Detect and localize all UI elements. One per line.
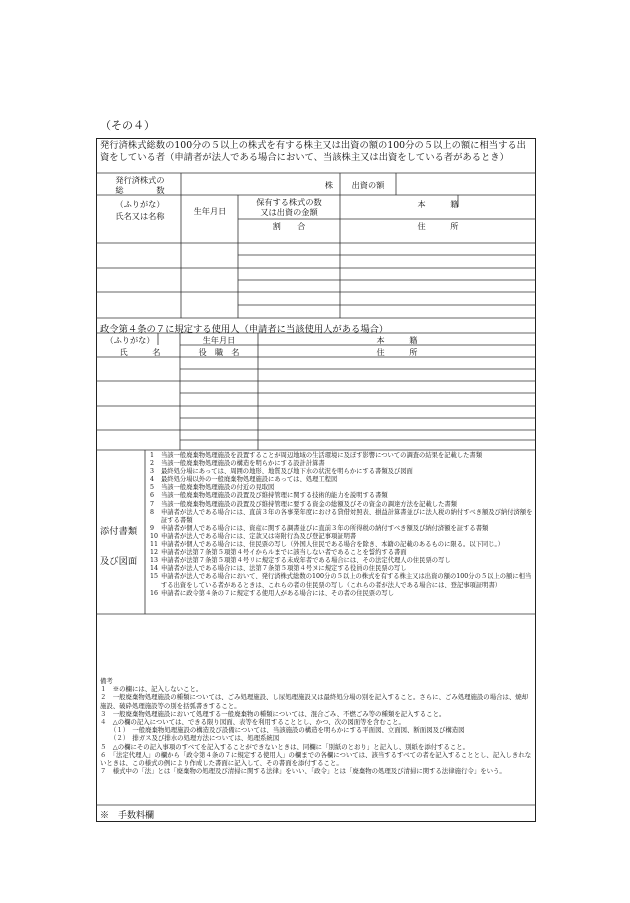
- emp-col-domicile: 本 籍: [376, 335, 418, 345]
- attachment-number: 8: [150, 508, 155, 516]
- total-shares-label-line2: 総 数: [115, 185, 165, 195]
- attachments-label-line1: 添付書類: [100, 526, 138, 537]
- attachment-item: [150, 590, 534, 598]
- attachment-number: 12: [150, 549, 159, 557]
- attachment-text: 当該一般廃棄物処理施設の設置及び維持管理に要する資金の総額及びその資金の調達方法を記載した書類: [161, 500, 457, 508]
- attachment-text: 申請者に政令第４条の７に規定する使用人がある場合には、その者の住民票の写し: [161, 589, 394, 597]
- emp-col-title: 役 職 名: [198, 347, 240, 357]
- attachments-label-line2: 及び図面: [100, 556, 138, 567]
- attachment-number: 13: [150, 557, 159, 565]
- attachment-item: [150, 509, 534, 525]
- fee-label: ※ 手数料欄: [100, 811, 155, 821]
- note-item: ５ △の欄にその記入事項のすべてを記入することができないときは、同欄に「別紙のとおり」と記入し、別紙を添付すること。: [100, 742, 470, 751]
- note-item: （１） 一般廃棄物処理施設の構造及び設備については、当該施設の構造を明らかにする平面図、立面図、断面図及び構造図: [110, 726, 465, 735]
- attachment-number: 11: [150, 541, 159, 549]
- note-item: ２ 一般廃棄物処理施設の種類については、ごみ処理施設、し尿処理施設又は最終処分場の別を記入すること。さらに、ごみ処理施設の場合は、焼却施設、破砕処理施設等の別を括弧書きすること。: [100, 693, 529, 710]
- attachment-text: 申請者が法人である場合には、定款又は寄附行為及び登記事項証明書: [161, 532, 357, 540]
- attachment-text: 当該一般廃棄物処理施設の設置及び維持管理に関する技術的能力を説明する書類: [161, 492, 388, 500]
- attachment-number: 6: [150, 492, 155, 500]
- shareholder-section-heading: 発行済株式総数の100分の５以上の株式を有する株主又は出資の額の100分の５以上の額に相当する出資をしている者（申請者が法人である場合において、当該株主又は出資をしている者があるとき）: [100, 140, 526, 163]
- attachment-number: 9: [150, 524, 155, 532]
- col-furigana: （ふりがな）: [115, 199, 165, 209]
- attachment-number: 1: [150, 452, 155, 459]
- shares-unit: 株: [324, 180, 334, 190]
- emp-col-birth: 生年月日: [202, 335, 236, 345]
- attachment-item: [150, 492, 534, 500]
- attachment-text: 申請者が個人である場合には、資産に関する調書並びに直前３年の所得税の納付すべき額及び納付済額を証する書類: [161, 524, 489, 532]
- attachment-number: 5: [150, 484, 155, 492]
- attachment-number: 4: [150, 476, 155, 484]
- total-shares-label-line1: 発行済株式の: [115, 175, 165, 185]
- note-item: １ ※の欄には、記入しないこと。: [100, 685, 203, 694]
- capital-label: 出資の額: [351, 180, 385, 190]
- employee-section-heading: 政令第４条の７に規定する使用人（申請者に当該使用人がある場合）: [100, 324, 389, 335]
- attachment-text: 当該一般廃棄物処理施設を設置することが周辺地域の生活環境に及ぼす影響についての調査の結果を記載した書類: [161, 452, 483, 459]
- attachments-list: [150, 452, 534, 598]
- attachment-item: [150, 541, 534, 549]
- attachment-item: [150, 501, 534, 509]
- emp-col-name: 氏 名: [119, 347, 161, 357]
- attachment-item: [150, 573, 534, 589]
- attachment-text: 当該一般廃棄物処理施設の構造を明らかにする設計計算書: [161, 460, 325, 468]
- notes-list: [100, 685, 532, 775]
- emp-col-furigana: （ふりがな）: [105, 335, 155, 345]
- attachment-number: 16: [150, 589, 159, 597]
- attachment-item: [150, 460, 534, 468]
- attachment-item: [150, 533, 534, 541]
- note-item: ４ △の欄の記入については、できる限り図面、表等を利用することとし、かつ、次の図面等を含むこと。: [100, 718, 405, 727]
- attachment-text: 当該一般廃棄物処理施設の付近の見取図: [161, 484, 275, 492]
- attachment-text: 申請者が法人である場合において、発行済株式総数の100分の５以上の株式を有する株主又は出資の額の100分の５以上の額に相当する出資をしている者があるときは、これらの者の住民票の写し（これらの者が法人である場合には、登記事項証明書）: [161, 573, 532, 589]
- col-name: 氏名又は名称: [115, 211, 165, 221]
- col-birth: 生年月日: [193, 206, 227, 216]
- capital-value[interactable]: [398, 177, 534, 191]
- note-item: （２） 排ガス及び排水の処理方法については、処理系統図: [110, 734, 280, 743]
- col-shares-line1: 保有する株式の数: [256, 197, 322, 207]
- attachment-number: 10: [150, 532, 159, 540]
- col-ratio: 割 合: [272, 221, 306, 231]
- note-item: ３ 一般廃棄物処理施設において処理する一般廃棄物の種類については、混合ごみ、不燃ごみ等の種類を記入すること。: [100, 709, 446, 718]
- attachment-text: 申請者が法人である場合には、法第７条第５項第４号ヌに規定する役員の住民票の写し: [161, 565, 407, 573]
- attachment-number: 15: [150, 573, 159, 581]
- emp-col-address: 住 所: [376, 347, 418, 357]
- attachment-text: 申請者が法第７条第５項第４号イからルまでに該当しない者であることを誓約する書面: [161, 549, 407, 557]
- attachment-number: 2: [150, 460, 155, 468]
- col-shares-line2: 又は出資の金額: [260, 207, 318, 217]
- notes-title: 備考: [100, 677, 113, 685]
- attachment-number: 14: [150, 565, 159, 573]
- attachment-text: 最終処分場以外の一般廃棄物処理施設にあっては、処理工程図: [161, 476, 338, 484]
- attachment-text: 申請者が法人である場合には、直前３年の各事業年度における貸借対照表、損益計算書並びに法人税の納付すべき額及び納付済額を証する書類: [161, 508, 533, 524]
- page-label: （その４）: [100, 119, 155, 132]
- attachment-text: 最終処分場にあっては、周囲の地形、地質及び地下水の状況を明らかにする書類及び図面: [161, 468, 413, 476]
- note-item: ７ 様式中の「法」とは「廃棄物の処理及び清掃に関する法律」をいい、「政令」とは「廃棄物の処理及び清掃に関する法律施行令」をいう。: [100, 767, 506, 776]
- attachment-number: 7: [150, 500, 155, 508]
- col-address: 住 所: [417, 221, 459, 231]
- attachment-item: [150, 549, 534, 557]
- attachment-number: 3: [150, 468, 155, 476]
- attachment-item: [150, 452, 534, 460]
- attachment-item: [150, 525, 534, 533]
- attachment-text: 申請者が法第７条第５項第４号リに規定する未成年者である場合には、その法定代理人の住民票の写し: [161, 557, 451, 565]
- attachment-text: 申請者が個人である場合には、住民票の写し（外国人住民である場合を除き、本籍の記載のあるものに限る。以下同じ。）: [161, 541, 504, 549]
- col-domicile: 本 籍: [417, 199, 459, 209]
- notes-block: [100, 677, 532, 775]
- total-shares-value[interactable]: [183, 177, 335, 191]
- note-item: ６ 「法定代理人」の欄から「政令第４条の７に規定する使用人」の欄までの各欄については、該当するすべての者を記入することとし、記入しきれないときは、この様式の例により作成した書面に記入して、その書面を添付すること。: [100, 750, 532, 768]
